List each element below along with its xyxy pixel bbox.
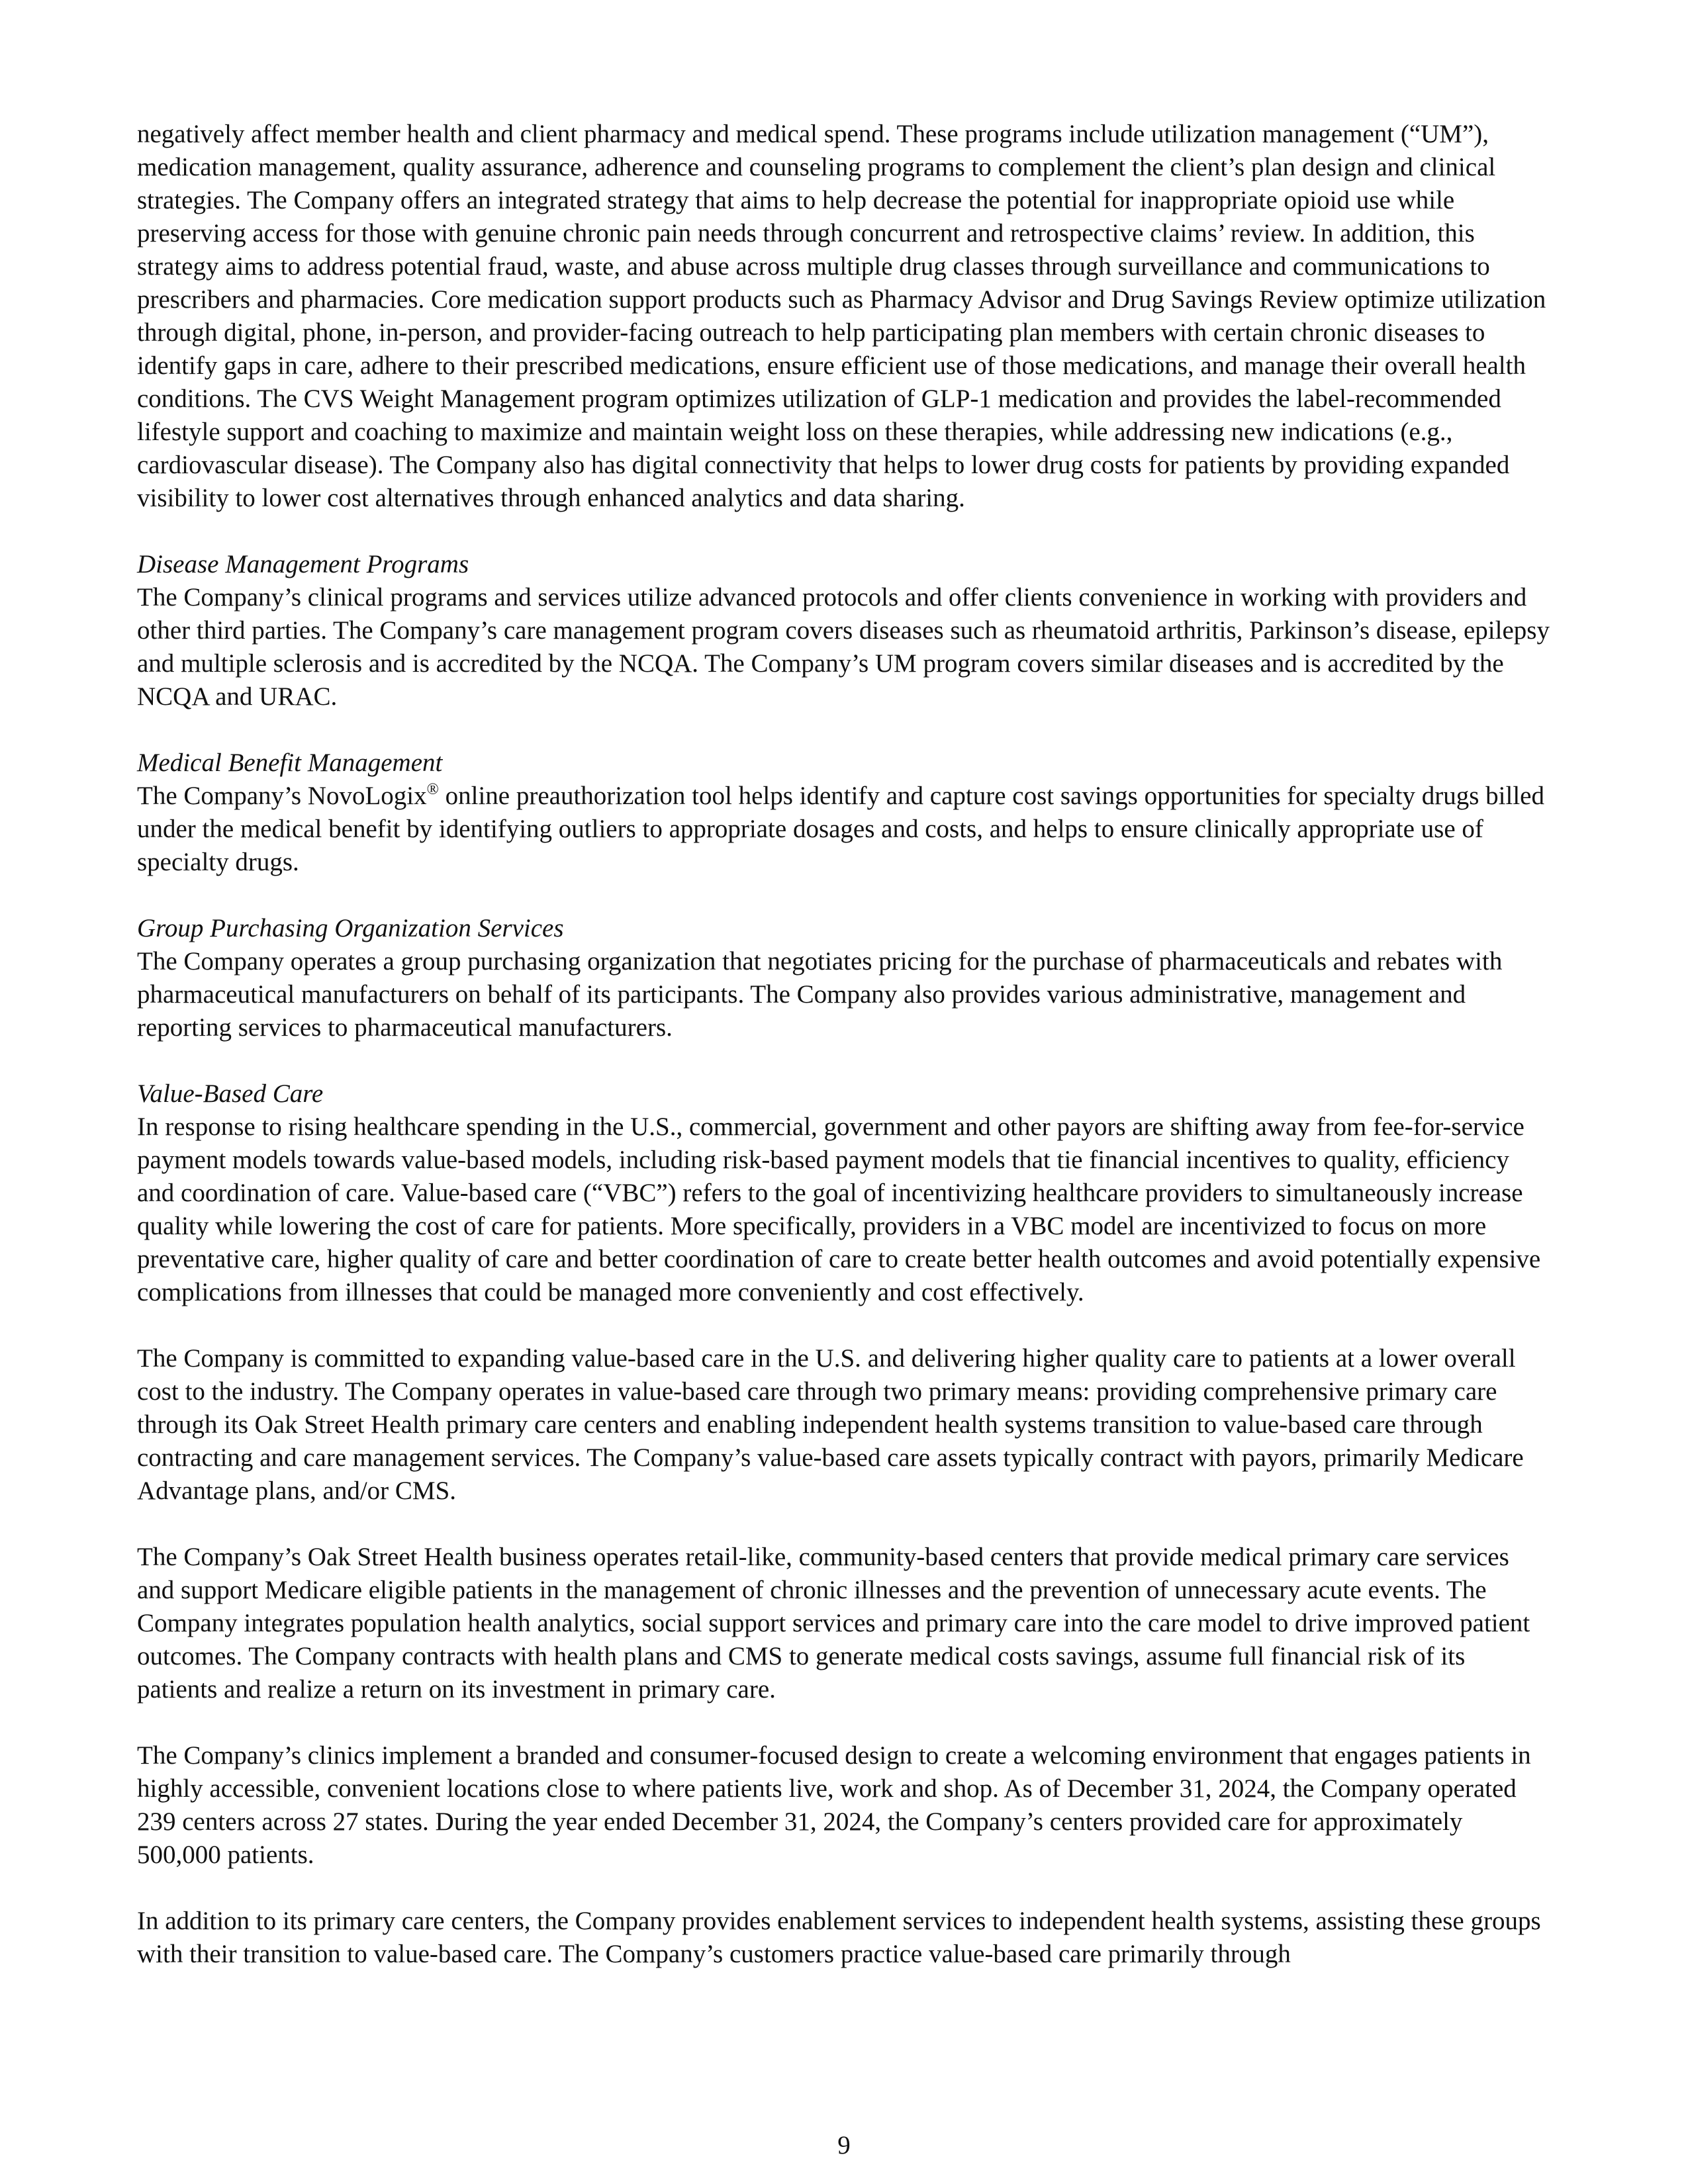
intro-paragraph: negatively affect member health and client pharmacy and medical spend. These programs include utilization management (“UM”), medication management, quality assurance, adherence and counseling programs to complement the client’s plan design and clinical strategies. The Company offers an integrated strategy that aims to help decrease the potential for inappropriate opioid use while preserving access for those with genuine chronic pain needs through concurrent and retrospective claims’ review. In addition, this strategy aims to address potential fraud, waste, and abuse across multiple drug classes through surveillance and communications to prescribers and pharmacies. Core medication support products such as Pharmacy Advisor and Drug Savings Review optimize utilization through digital, phone, in-person, and provider-facing outreach to help participating plan members with certain chronic diseases to identify gaps in care, adhere to their prescribed medications, ensure efficient use of those medications, and manage their overall health conditions. The CVS Weight Management program optimizes utilization of GLP-1 medication and provides the label-recommended lifestyle support and coaching to maximize and maintain weight loss on these therapies, while addressing new indications (e.g., cardiovascular disease). The Company also has digital connectivity that helps to lower drug costs for patients by providing expanded visibility to lower cost alternatives through enhanced analytics and data sharing. (137, 120, 1546, 512)
medical-benefit-lead: The Company’s NovoLogix (137, 782, 427, 810)
value-based-care-paragraph-2: The Company is committed to expanding value-based care in the U.S. and delivering higher quality care to patients at a lower overall cost to the industry. The Company operates in value-based care through two primary means: providing comprehensive primary care through its Oak Street Health primary care centers and enabling independent health systems transition to value-based care through contracting and care management services. The Company’s value-based care assets typically contract with payors, primarily Medicare Advantage plans, and/or CMS. (137, 1344, 1524, 1505)
registered-mark: ® (426, 781, 439, 798)
page-number: 9 (837, 2131, 851, 2160)
section-heading-value-based-care: Value-Based Care (137, 1079, 324, 1108)
value-based-care-paragraph-4: The Company’s clinics implement a branded and consumer-focused design to create a welcoming environment that engages patients in highly accessible, convenient locations close to where patients live, work and shop. As of December 31, 2024, the Company operated 239 centers across 27 states. During the year ended December 31, 2024, the Company’s centers provided care for approximately 500,000 patients. (137, 1741, 1531, 1869)
document-page (137, 118, 1551, 1971)
section-heading-disease-management: Disease Management Programs (137, 550, 469, 578)
section-heading-medical-benefit: Medical Benefit Management (137, 749, 443, 777)
medical-benefit-rest: online preauthorization tool helps identify and capture cost savings opportunities for specialty drugs billed under the medical benefit by identifying outliers to appropriate dosages and costs, and helps to ensure clinically appropriate use of specialty drugs. (137, 782, 1544, 876)
section-heading-group-purchasing: Group Purchasing Organization Services (137, 914, 564, 942)
value-based-care-paragraph-5: In addition to its primary care centers, the Company provides enablement services to independent health systems, assisting these groups with their transition to value-based care. The Company’s customers practice value-based care primarily through (137, 1907, 1541, 1968)
value-based-care-paragraph-1: In response to rising healthcare spending in the U.S., commercial, government and other payors are shifting away from fee-for-service payment models towards value-based models, including risk-based payment models that tie financial incentives to quality, efficiency and coordination of care. Value-based care (“VBC”) refers to the goal of incentivizing healthcare providers to simultaneously increase quality while lowering the cost of care for patients. More specifically, providers in a VBC model are incentivized to focus on more preventative care, higher quality of care and better coordination of care to create better health outcomes and avoid potentially expensive complications from illnesses that could be managed more conveniently and cost effectively. (137, 1113, 1541, 1306)
medical-benefit-paragraph (137, 780, 1551, 879)
disease-management-paragraph: The Company’s clinical programs and services utilize advanced protocols and offer clients convenience in working with providers and other third parties. The Company’s care management program covers diseases such as rheumatoid arthritis, Parkinson’s disease, epilepsy and multiple sclerosis and is accredited by the NCQA. The Company’s UM program covers similar diseases and is accredited by the NCQA and URAC. (137, 583, 1550, 711)
group-purchasing-paragraph: The Company operates a group purchasing organization that negotiates pricing for the purchase of pharmaceuticals and rebates with pharmaceutical manufacturers on behalf of its participants. The Company also provides various administrative, management and reporting services to pharmaceutical manufacturers. (137, 947, 1503, 1042)
value-based-care-paragraph-3: The Company’s Oak Street Health business operates retail-like, community-based centers that provide medical primary care services and support Medicare eligible patients in the management of chronic illnesses and the prevention of unnecessary acute events. The Company integrates population health analytics, social support services and primary care into the care model to drive improved patient outcomes. The Company contracts with health plans and CMS to generate medical costs savings, assume full financial risk of its patients and realize a return on its investment in primary care. (137, 1543, 1530, 1704)
